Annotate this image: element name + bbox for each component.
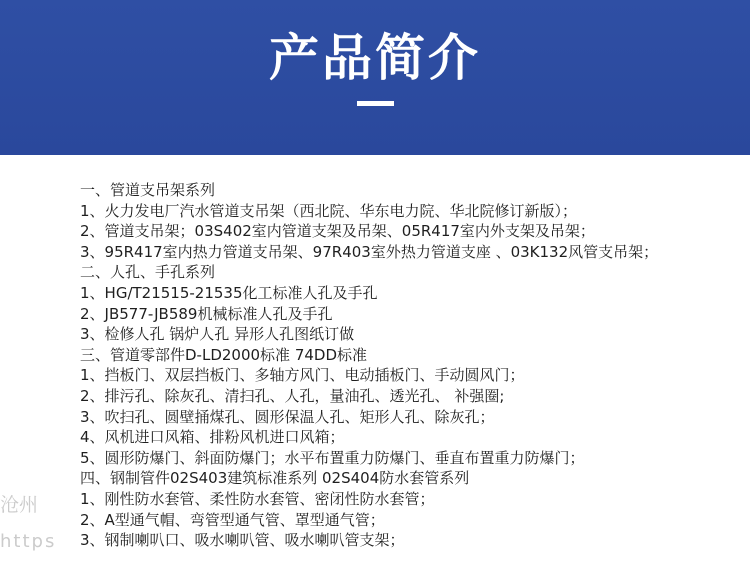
list-item: 4、风机进口风箱、排粉风机进口风箱；: [80, 428, 345, 447]
product-intro-list: [80, 180, 740, 551]
list-item: 5、圆形防爆门、斜面防爆门；水平布置重力防爆门、垂直布置重力防爆门；: [80, 448, 585, 467]
list-item: 2、排污孔、除灰孔、清扫孔、人孔，量油孔、透光孔、 补强圈;: [80, 386, 505, 405]
header-banner: [0, 0, 750, 155]
section-heading-pipe-supports: 一、管道支吊架系列: [80, 181, 216, 199]
list-item: 2、JB577-JB589机械标准人孔及手孔: [80, 304, 333, 323]
watermark-text: 沧州: [0, 494, 39, 516]
page-title: 产品简介: [269, 29, 481, 87]
list-item: 3、检修人孔 锅炉人孔 异形人孔图纸订做: [80, 325, 355, 344]
watermark-url: https: [0, 531, 57, 552]
list-item: 2、A型通气帽、弯管型通气管、罩型通气管；: [80, 510, 385, 529]
list-item: 1、挡板门、双层挡板门、多轴方风门、电动插板门、手动圆风门；: [80, 366, 525, 385]
list-item: 3、95R417室内热力管道支吊架、97R403室外热力管道支座 、03K132风管支吊架；: [80, 242, 659, 261]
section-heading-manholes: 二、人孔、手孔系列: [80, 263, 216, 282]
list-item: 1、刚性防水套管、柔性防水套管、密闭性防水套管；: [80, 489, 435, 508]
section-heading-pipe-components: 三、管道零部件D-LD2000标准 74DD标准: [80, 345, 368, 364]
section-heading-steel-fittings: 四、钢制管件02S403建筑标准系列 02S404防水套管系列: [80, 469, 470, 488]
list-item: 3、钢制喇叭口、吸水喇叭管、吸水喇叭管支架；: [80, 531, 405, 550]
list-item: 3、吹扫孔、圆壁捅煤孔、圆形保温人孔、矩形人孔、除灰孔；: [80, 407, 495, 426]
list-item: 2、管道支吊架；03S402室内管道支架及吊架、05R417室内外支架及吊架；: [80, 222, 595, 241]
list-item: 1、火力发电厂汽水管道支吊架（西北院、华东电力院、华北院修订新版）；: [80, 201, 578, 220]
list-item: 1、HG/T21515-21535化工标准人孔及手孔: [80, 283, 378, 302]
title-underline: [357, 101, 394, 106]
